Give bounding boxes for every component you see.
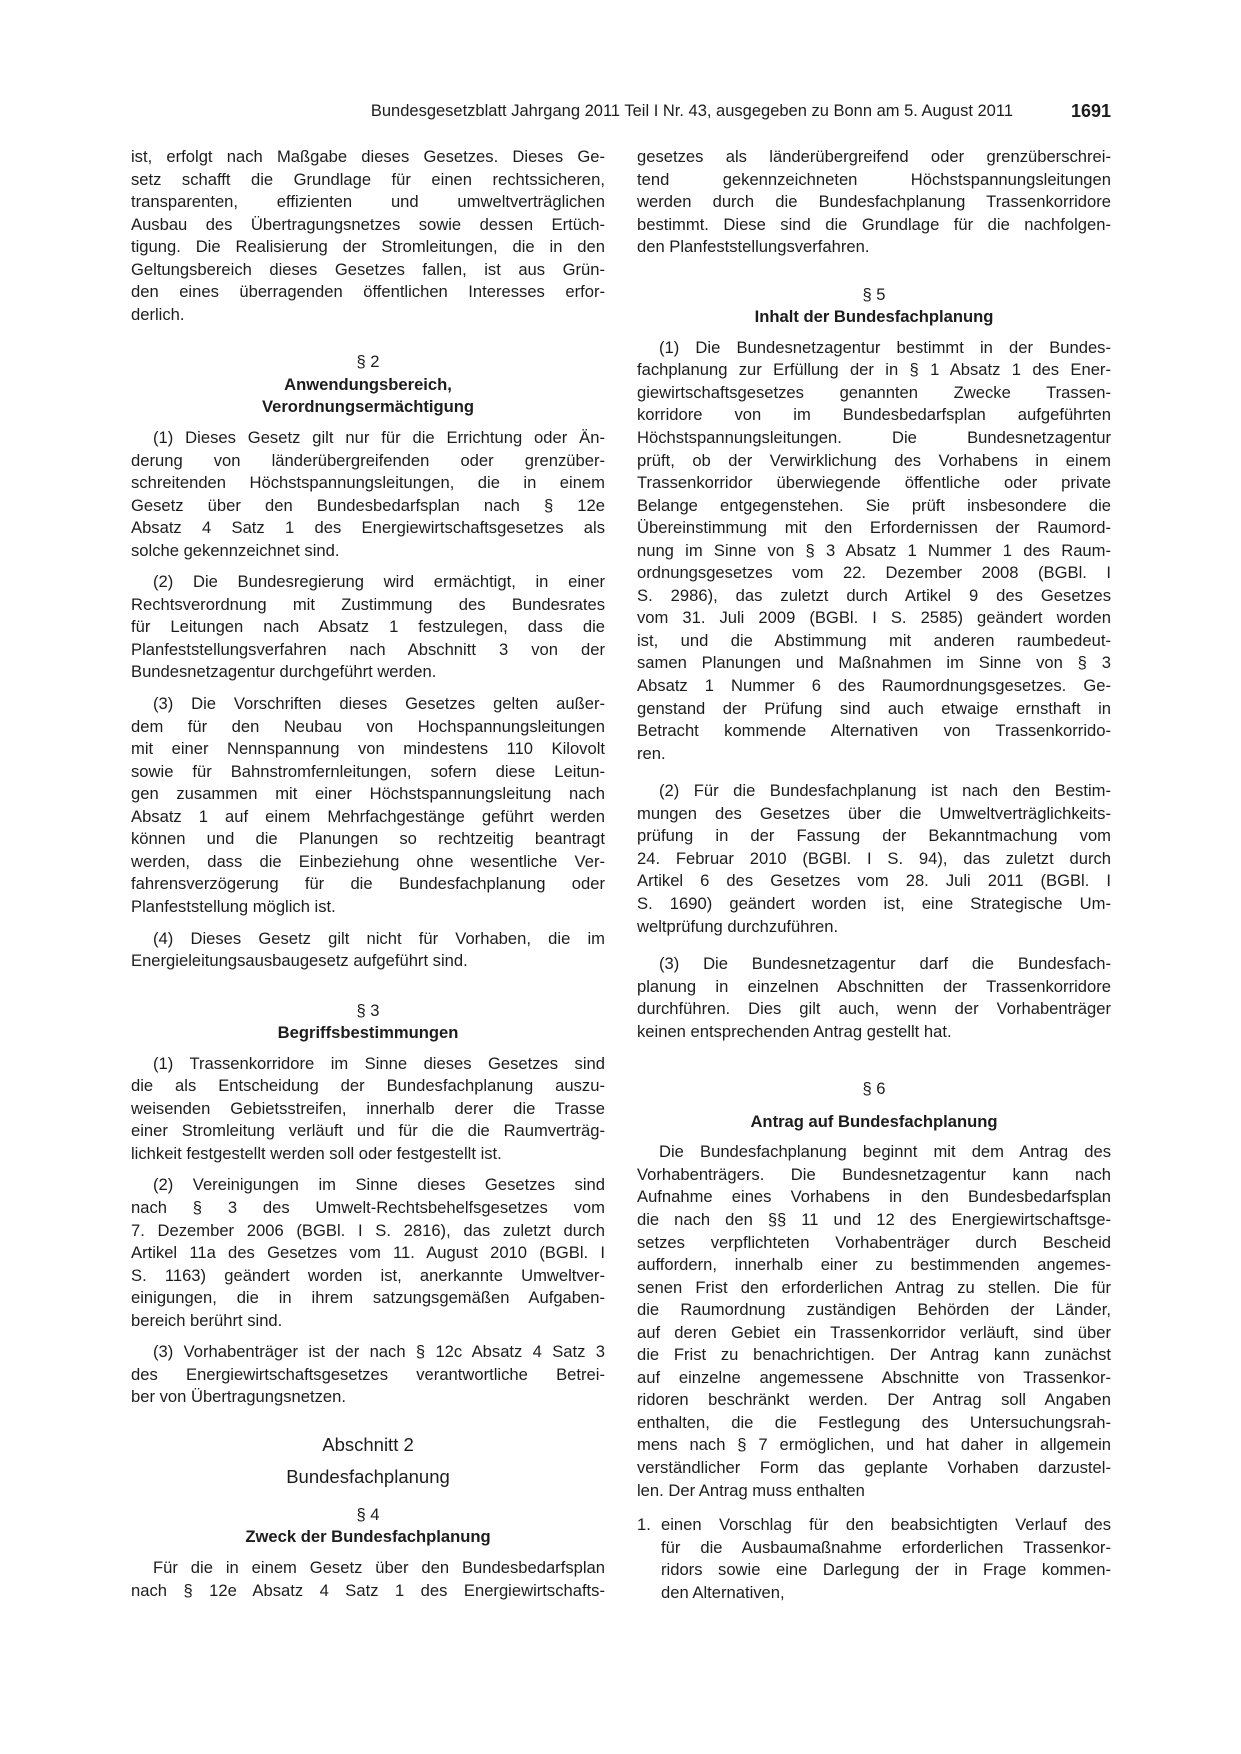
section-2-paragraph-1	[131, 427, 605, 562]
text-line: bestimmt. Diese sind die Grundlage für die nachfolgen-	[637, 214, 1111, 234]
section-3-paragraph-2	[131, 1174, 605, 1332]
text-line: Ausbau des Übertragungsnetzes sowie dessen Ertüch-	[131, 214, 605, 234]
text-line: die nach den §§ 11 und 12 des Energiewirtschaftsge-	[637, 1209, 1111, 1229]
text-line: Gesetz über den Bundesbedarfsplan nach § 12e	[131, 495, 605, 515]
text-line: 24. Februar 2010 (BGBl. I S. 94), das zuletzt durch	[637, 848, 1111, 868]
section-6-sign: § 6	[862, 1079, 886, 1099]
section-6-paragraph-1	[637, 1141, 1111, 1502]
text-line: ren.	[637, 743, 666, 763]
abschnitt-label: Abschnitt 2	[322, 1433, 414, 1455]
text-line: Bundesnetzagentur durchgeführt werden.	[131, 662, 437, 682]
text-line: prüft, ob der Verwirklichung des Vorhabens in einem	[637, 450, 1111, 470]
text-line: S. 1690) geändert worden ist, eine Strategische Um-	[637, 893, 1111, 913]
text-line: genstand der Prüfung sind auch etwaige ernsthaft in	[637, 698, 1111, 718]
text-line: setz schafft die Grundlage für einen rechtssicheren,	[131, 169, 605, 189]
text-line: des Energiewirtschaftsgesetzes verantwortliche Betrei-	[131, 1364, 605, 1384]
text-line: derlich.	[131, 304, 185, 324]
text-line: S. 2986), das zuletzt durch Artikel 9 des Gesetzes	[637, 585, 1111, 605]
text-line: ordnungsgesetzes vom 22. Dezember 2008 (BGBl. I	[637, 563, 1111, 583]
section-2-paragraph-2	[131, 571, 605, 684]
text-line: gen zusammen mit einer Höchstspannungsleitung nach	[131, 784, 605, 804]
text-line: fahrensverzögerung für die Bundesfachplanung oder	[131, 874, 605, 894]
text-line: die Raumordnung zuständigen Behörden der Länder,	[637, 1300, 1111, 1320]
text-line: S. 1163) geändert worden ist, anerkannte Umweltver-	[131, 1265, 605, 1285]
text-line: werden, dass die Einbeziehung ohne wesentliche Ver-	[131, 851, 605, 871]
section-5-paragraph-3	[637, 953, 1111, 1043]
text-line: samen Planungen und Maßnahmen im Sinne von § 3	[637, 653, 1111, 673]
section-5-paragraph-1	[637, 337, 1111, 765]
text-line: 7. Dezember 2006 (BGBl. I S. 2816), das zuletzt durch	[131, 1220, 605, 1240]
text-line: mens nach § 7 ermöglichen, und hat daher in allgemein	[637, 1435, 1111, 1455]
section-4-continuation	[637, 146, 1111, 259]
text-line: gesetzes als länderübergreifend oder grenzüberschrei-	[637, 147, 1111, 166]
page-number: 1691	[1070, 101, 1111, 121]
text-line: planung in einzelnen Abschnitten der Trassenkorridore	[637, 976, 1111, 996]
text-line: durchführen. Dies gilt auch, wenn der Vorhabenträger	[637, 999, 1111, 1019]
text-line: (1) Die Bundesnetzagentur bestimmt in der Bundes-	[659, 337, 1111, 357]
text-line: vom 31. Juli 2009 (BGBl. I S. 2585) geändert worden	[637, 608, 1111, 628]
intro-paragraph	[131, 146, 605, 326]
list-item-1	[637, 1514, 1111, 1604]
text-line: (2) Für die Bundesfachplanung ist nach den Bestim-	[659, 781, 1111, 801]
running-title: Bundesgesetzblatt Jahrgang 2011 Teil I Nr. 43, ausgegeben zu Bonn am 5. August 2011	[370, 102, 1013, 120]
text-line: nach § 12e Absatz 4 Satz 1 des Energiewirtschafts-	[131, 1580, 605, 1600]
text-line: (3) Die Bundesnetzagentur darf die Bundesfach-	[659, 954, 1111, 974]
text-line: Übereinstimmung mit den Erfordernissen der Raumord-	[637, 518, 1111, 538]
left-column	[131, 146, 605, 1611]
text-line: einer Stromleitung verläuft und für die die Raumverträg-	[131, 1121, 605, 1141]
text-line: keinen entsprechenden Antrag gestellt hat.	[637, 1021, 952, 1041]
section-5-heading: Inhalt der Bundesfachplanung	[754, 307, 994, 327]
text-line: ist, und die Abstimmung mit anderen raumbedeut-	[637, 630, 1111, 650]
text-line: tend gekennzeichneten Höchstspannungsleitungen	[637, 169, 1111, 189]
text-line: (3) Vorhabenträger ist der nach § 12c Absatz 4 Satz 3	[153, 1342, 605, 1362]
text-line: Absatz 1 Nummer 6 des Raumordnungsgesetzes. Ge-	[637, 676, 1111, 696]
text-line: lichkeit festgestellt werden soll oder festgestellt ist.	[131, 1143, 502, 1163]
text-line: auffordern, innerhalb einer zu bestimmenden angemes-	[637, 1255, 1111, 1275]
section-3-paragraph-3	[131, 1341, 605, 1409]
text-line: len. Der Antrag muss enthalten	[637, 1480, 865, 1500]
text-line: setzes verpflichteten Vorhabenträger durch Bescheid	[637, 1232, 1111, 1252]
text-line: ist, erfolgt nach Maßgabe dieses Gesetzes. Dieses Ge-	[131, 147, 605, 166]
section-4-sign: § 4	[356, 1504, 380, 1524]
right-column	[637, 146, 1111, 1604]
text-line: Belange entgegenstehen. Sie prüft insbesondere die	[637, 495, 1111, 515]
text-line: prüfung in der Fassung der Bekanntmachung vom	[637, 826, 1111, 846]
text-line: Aufnahme eines Vorhabens in den Bundesbedarfsplan	[637, 1187, 1111, 1207]
section-3-heading: Begriffsbestimmungen	[277, 1023, 459, 1043]
text-line: (1) Trassenkorridore im Sinne dieses Gesetzes sind	[153, 1053, 605, 1073]
section-5-paragraph-2	[637, 780, 1111, 938]
text-line: die als Entscheidung der Bundesfachplanung auszu-	[131, 1076, 605, 1096]
text-line: schreitenden Höchstspannungsleitungen, die in einem	[131, 473, 605, 493]
text-line: tigung. Die Realisierung der Stromleitungen, die in den	[131, 237, 605, 257]
text-line: weltprüfung durchzuführen.	[637, 916, 839, 936]
text-line: Für die in einem Gesetz über den Bundesbedarfsplan	[153, 1557, 605, 1577]
section-5-sign: § 5	[862, 284, 886, 304]
text-line: enthalten, die die Festlegung des Untersuchungsrah-	[637, 1412, 1111, 1432]
text-line: verständlicher Form das geplante Vorhaben darzustel-	[637, 1457, 1111, 1477]
text-line: sowie für Bahnstromfernleitungen, sofern diese Leitun-	[131, 761, 605, 781]
section-6-heading: Antrag auf Bundesfachplanung	[750, 1111, 998, 1131]
abschnitt-title: Bundesfachplanung	[286, 1465, 450, 1487]
section-4-heading: Zweck der Bundesfachplanung	[245, 1527, 491, 1547]
text-line: (2) Die Bundesregierung wird ermächtigt, in einer	[153, 572, 605, 592]
section-3-paragraph-1	[131, 1053, 605, 1166]
text-line: Absatz 1 auf einem Mehrfachgestänge geführt werden	[131, 806, 605, 826]
text-line: bereich berührt sind.	[131, 1310, 283, 1330]
text-line: Die Bundesfachplanung beginnt mit dem Antrag des	[659, 1142, 1111, 1162]
text-line: mit einer Nennspannung von mindestens 110 Kilovolt	[131, 739, 605, 759]
text-line: (1) Dieses Gesetz gilt nur für die Errichtung oder Än-	[153, 428, 605, 448]
text-line: Planfeststellung möglich ist.	[131, 896, 336, 916]
text-line: die Frist zu benachrichtigen. Der Antrag kann zunächst	[637, 1345, 1111, 1365]
list-item-1-number: 1.	[637, 1515, 651, 1535]
list-item-1-text	[661, 1514, 1111, 1604]
text-line: Geltungsbereich dieses Gesetzes fallen, ist aus Grün-	[131, 259, 605, 279]
text-line: für Leitungen nach Absatz 1 festzulegen, dass die	[131, 617, 605, 637]
text-line: Artikel 6 des Gesetzes vom 28. Juli 2011 (BGBl. I	[637, 871, 1111, 891]
text-line: weisenden Gebietsstreifen, innerhalb derer die Trasse	[131, 1098, 605, 1118]
text-line: den eines überragenden öffentlichen Interesses erfor-	[131, 282, 605, 302]
section-2-sign: § 2	[356, 352, 380, 372]
text-line: Trassenkorridor überwiegende öffentliche oder private	[637, 473, 1111, 493]
text-line: transparenten, effizienten und umweltverträglichen	[131, 192, 605, 212]
text-line: (2) Vereinigungen im Sinne dieses Gesetzes sind	[153, 1175, 605, 1195]
text-line: Höchstspannungsleitungen. Die Bundesnetzagentur	[637, 428, 1111, 448]
text-line: werden durch die Bundesfachplanung Trassenkorridore	[637, 192, 1111, 212]
text-line: einigungen, die in ihrem satzungsgemäßen Aufgaben-	[131, 1288, 605, 1308]
text-line: den Planfeststellungsverfahren.	[637, 237, 870, 257]
text-line: auf deren Gebiet ein Trassenkorridor verläuft, sind über	[637, 1322, 1111, 1342]
section-2-paragraph-3	[131, 693, 605, 918]
text-line: mungen des Gesetzes über die Umweltverträglichkeits-	[637, 803, 1111, 823]
text-line: Planfeststellungsverfahren nach Abschnitt 3 von der	[131, 639, 605, 659]
text-line: ridors sowie eine Darlegung der in Frage kommen-	[661, 1560, 1111, 1580]
text-line: nach § 3 des Umwelt-Rechtsbehelfsgesetzes vom	[131, 1197, 605, 1217]
section-2-heading-line-1: Anwendungsbereich,	[284, 374, 452, 394]
text-line: auf einzelne angemessene Abschnitte von Trassenkor-	[637, 1367, 1111, 1387]
text-line: für die Ausbaumaßnahme erforderlichen Trassenkor-	[661, 1537, 1111, 1557]
text-line: den Alternativen,	[661, 1582, 785, 1602]
text-line: korridore von im Bundesbedarfsplan aufgeführten	[637, 405, 1111, 425]
text-line: Rechtsverordnung mit Zustimmung des Bundesrates	[131, 594, 605, 614]
text-line: nung im Sinne von § 3 Absatz 1 Nummer 1 des Raum-	[637, 540, 1111, 560]
text-line: einen Vorschlag für den beabsichtigten Verlauf des	[661, 1515, 1111, 1535]
text-line: (3) Die Vorschriften dieses Gesetzes gelten außer-	[153, 694, 605, 714]
text-line: können und die Planungen so rechtzeitig beantragt	[131, 829, 605, 849]
text-line: (4) Dieses Gesetz gilt nicht für Vorhaben, die im	[153, 928, 605, 948]
text-line: giewirtschaftsgesetzes genannten Zwecke Trassen-	[637, 382, 1111, 402]
section-3-sign: § 3	[356, 1000, 380, 1020]
text-line: ber von Übertragungsnetzen.	[131, 1387, 346, 1407]
text-line: fachplanung zur Erfüllung der in § 1 Absatz 1 des Ener-	[637, 360, 1111, 380]
section-2-paragraph-4	[131, 928, 605, 973]
text-line: Artikel 11a des Gesetzes vom 11. August 2010 (BGBl. I	[131, 1243, 605, 1263]
text-line: solche gekennzeichnet sind.	[131, 540, 340, 560]
section-2-heading-line-2: Verordnungsermächtigung	[261, 397, 475, 417]
text-line: derung von länderübergreifenden oder grenzüber-	[131, 450, 605, 470]
text-line: ridoren beschränkt werden. Der Antrag soll Angaben	[637, 1390, 1111, 1410]
text-line: senen Frist den erforderlichen Antrag zu stellen. Die für	[637, 1277, 1111, 1297]
text-line: Energieleitungsausbaugesetz aufgeführt sind.	[131, 951, 468, 971]
text-line: Absatz 4 Satz 1 des Energiewirtschaftsgesetzes als	[131, 518, 605, 538]
text-line: dem für den Neubau von Hochspannungsleitungen	[131, 716, 605, 736]
text-line: Betracht kommende Alternativen von Trassenkorrido-	[637, 721, 1111, 741]
text-line: Vorhabenträgers. Die Bundesnetzagentur kann nach	[637, 1164, 1111, 1184]
section-4-paragraph-1	[131, 1557, 605, 1602]
